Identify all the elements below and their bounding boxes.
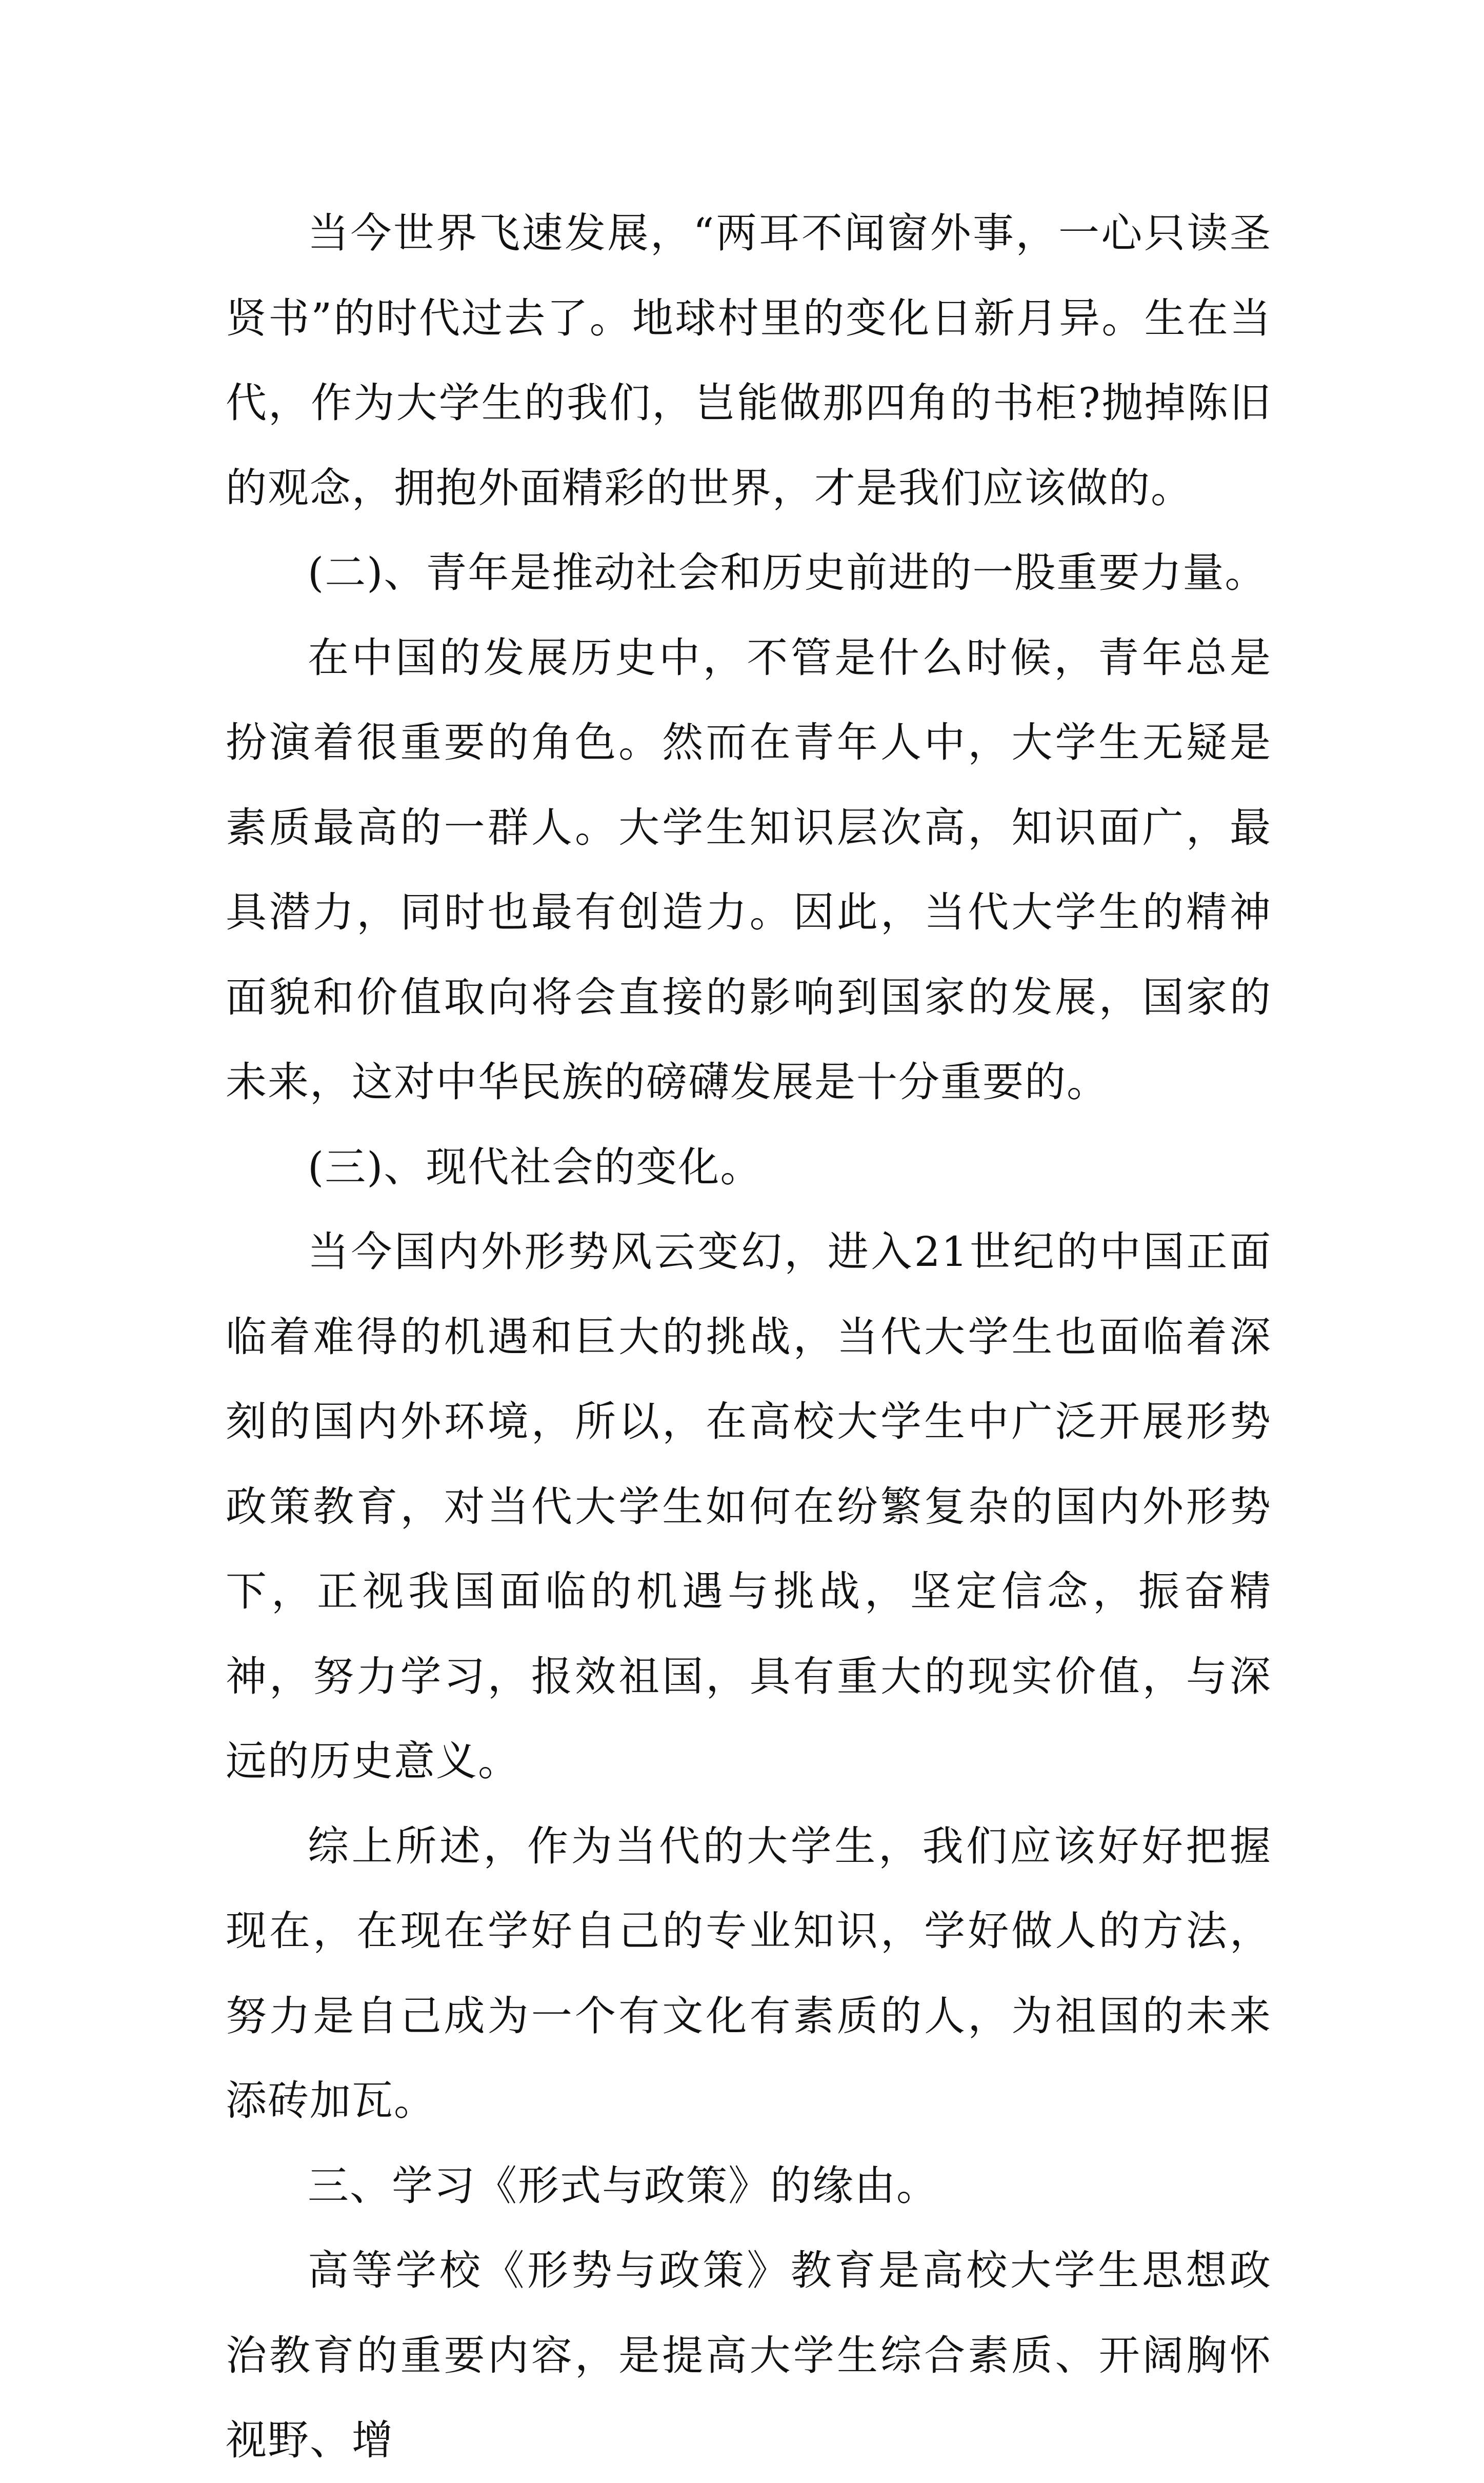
heading-section-3: (三)、现代社会的变化。	[308, 1143, 763, 1191]
paragraph-youth: 在中国的发展历史中，不管是什么时候，青年总是扮演着很重要的角色。然而在青年人中，大学生无疑是素质最高的一群人。大学生知识层次高，知识面广，最具潜力，同时也最有创造力。因此，当代大学生的精神面貌和价值取向将会直接的影响到国家的发展，国家的未来，这对中华民族的磅礴发展是十分重要的。	[226, 633, 1272, 1106]
heading-part-3: 三、学习《形式与政策》的缘由。	[308, 2161, 938, 2210]
paragraph-policy-education: 高等学校《形势与政策》教育是高校大学生思想政治教育的重要内容，是提高大学生综合素质、开阔胸怀视野、增	[226, 2247, 1272, 2464]
document-body	[226, 191, 1272, 2483]
paragraph-society-change: 当今国内外形势风云变幻，进入21世纪的中国正面临着难得的机遇和巨大的挑战，当代大学生也面临着深刻的国内外环境，所以，在高校大学生中广泛开展形势政策教育，对当代大学生如何在纷繁复杂的国内外形势下，正视我国面临的机遇与挑战，坚定信念，振奋精神，努力学习，报效祖国，具有重大的现实价值，与深远的历史意义。	[226, 1228, 1272, 1785]
paragraph-intro: 当今世界飞速发展，“两耳不闻窗外事，一心只读圣贤书”的时代过去了。地球村里的变化日新月异。生在当代，作为大学生的我们，岂能做那四角的书柜?抛掉陈旧的观念，拥抱外面精彩的世界，才是我们应该做的。	[226, 209, 1272, 512]
paragraph-summary: 综上所述，作为当代的大学生，我们应该好好把握现在，在现在学好自己的专业知识，学好做人的方法，努力是自己成为一个有文化有素质的人，为祖国的未来添砖加瓦。	[226, 1822, 1272, 2124]
heading-section-2: (二)、青年是推动社会和历史前进的一股重要力量。	[308, 549, 1267, 597]
